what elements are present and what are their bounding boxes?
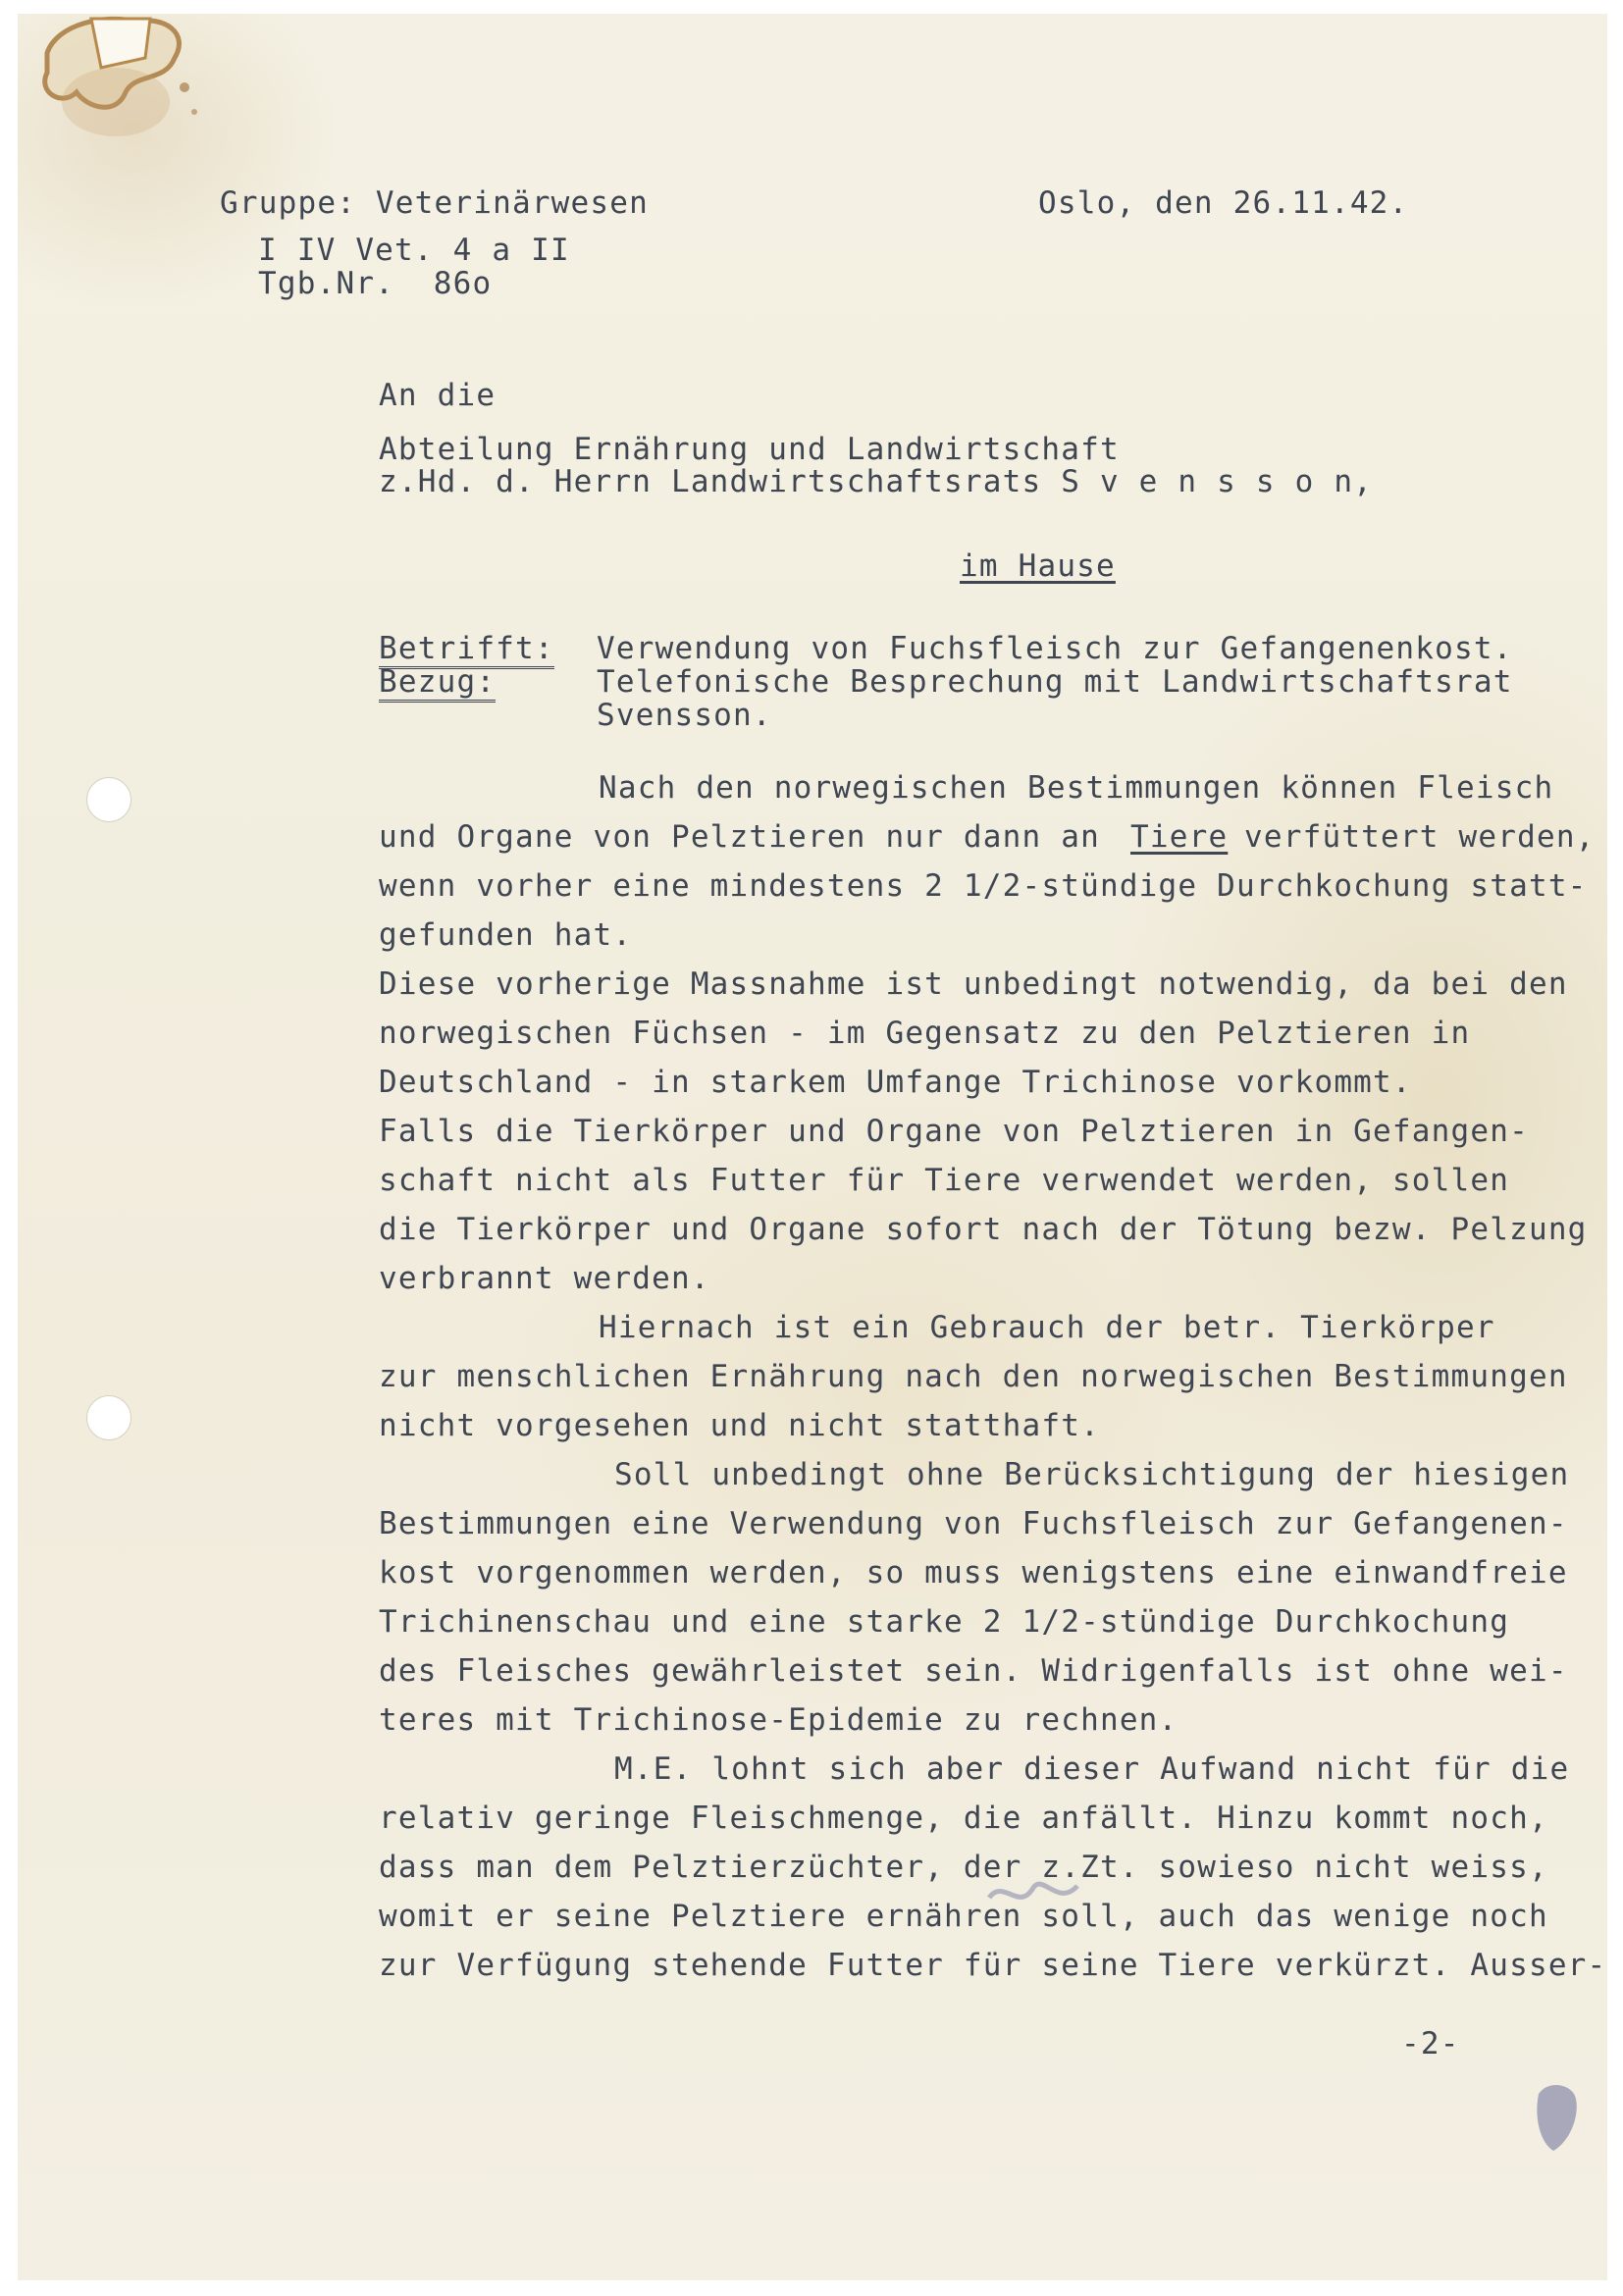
punch-hole-bottom: [86, 1395, 131, 1440]
address-line-3: z.Hd. d. Herrn Landwirtschaftsrats S v e n s s o n,: [379, 464, 1374, 499]
body-line-16: Bestimmungen eine Verwendung von Fuchsfleisch zur Gefangenen-: [379, 1506, 1568, 1541]
body-line-24: womit er seine Pelztiere ernähren soll, auch das wenige noch: [379, 1899, 1548, 1934]
body-line-2a: und Organe von Pelztieren nur dann an: [379, 819, 1100, 855]
punch-hole-top: [86, 777, 131, 822]
journal-number: Tgb.Nr. 86o: [258, 266, 493, 301]
in-house-note: im Hause: [960, 548, 1116, 584]
body-line-11: verbrannt werden.: [379, 1261, 710, 1296]
body-line-13: zur menschlichen Ernährung nach den norwegischen Bestimmungen: [379, 1359, 1568, 1394]
place-date: Oslo, den 26.11.42.: [1038, 185, 1409, 221]
body-line-25: zur Verfügung stehende Futter für seine Tiere verkürzt. Ausser-: [379, 1948, 1607, 1983]
next-page-marker: -2-: [1401, 2026, 1460, 2061]
body-line-17: kost vorgenommen werden, so muss wenigstens eine einwandfreie: [379, 1555, 1568, 1591]
body-line-23: dass man dem Pelztierzüchter, der z.Zt. sowieso nicht weiss,: [379, 1850, 1548, 1885]
address-line-2: Abteilung Ernährung und Landwirtschaft: [379, 432, 1120, 467]
body-line-22: relativ geringe Fleischmenge, die anfällt. Hinzu kommt noch,: [379, 1800, 1548, 1836]
subject-label: Betrifft:: [379, 632, 554, 669]
body-line-12: Hiernach ist ein Gebrauch der betr. Tierkörper: [599, 1310, 1495, 1345]
reference-text-1: Telefonische Besprechung mit Landwirtschaftsrat: [597, 664, 1513, 700]
body-line-20: teres mit Trichinose-Epidemie zu rechnen.: [379, 1702, 1178, 1738]
body-line-10: die Tierkörper und Organe sofort nach der Tötung bezw. Pelzung: [379, 1212, 1588, 1247]
letter-page: [18, 14, 1607, 2280]
address-line-1: An die: [379, 378, 497, 413]
reference-label: Bezug:: [379, 665, 496, 703]
body-line-18: Trichinenschau und eine starke 2 1/2-stündige Durchkochung: [379, 1604, 1510, 1640]
reference-text-2: Svensson.: [597, 698, 772, 733]
body-line-14: nicht vorgesehen und nicht statthaft.: [379, 1408, 1100, 1443]
body-line-19: des Fleisches gewährleistet sein. Widrigenfalls ist ohne wei-: [379, 1653, 1568, 1689]
body-line-1: Nach den norwegischen Bestimmungen können Fleisch: [599, 770, 1554, 806]
burn-stain: [18, 14, 273, 210]
body-line-3: wenn vorher eine mindestens 2 1/2-stündige Durchkochung statt-: [379, 868, 1588, 904]
body-line-8: Falls die Tierkörper und Organe von Pelztieren in Gefangen-: [379, 1114, 1529, 1149]
body-line-6: norwegischen Füchsen - im Gegensatz zu den Pelztieren in: [379, 1016, 1471, 1051]
file-reference: I IV Vet. 4 a II: [258, 233, 570, 268]
ink-smudge: [1519, 2074, 1597, 2163]
pencil-scribble: [979, 1858, 1097, 1927]
group-label: Gruppe: Veterinärwesen: [220, 185, 649, 221]
body-line-7: Deutschland - in starkem Umfange Trichinose vorkommt.: [379, 1065, 1412, 1100]
underlined-word-tiere: Tiere: [1130, 819, 1229, 855]
body-line-2b: verfüttert werden,: [1244, 819, 1596, 855]
body-line-9: schaft nicht als Futter für Tiere verwendet werden, sollen: [379, 1163, 1510, 1198]
body-line-21: M.E. lohnt sich aber dieser Aufwand nicht für die: [614, 1751, 1570, 1787]
body-line-5: Diese vorherige Massnahme ist unbedingt notwendig, da bei den: [379, 966, 1568, 1002]
subject-text: Verwendung von Fuchsfleisch zur Gefangenenkost.: [597, 631, 1513, 666]
body-line-15: Soll unbedingt ohne Berücksichtigung der hiesigen: [614, 1457, 1570, 1492]
body-line-4: gefunden hat.: [379, 917, 633, 953]
